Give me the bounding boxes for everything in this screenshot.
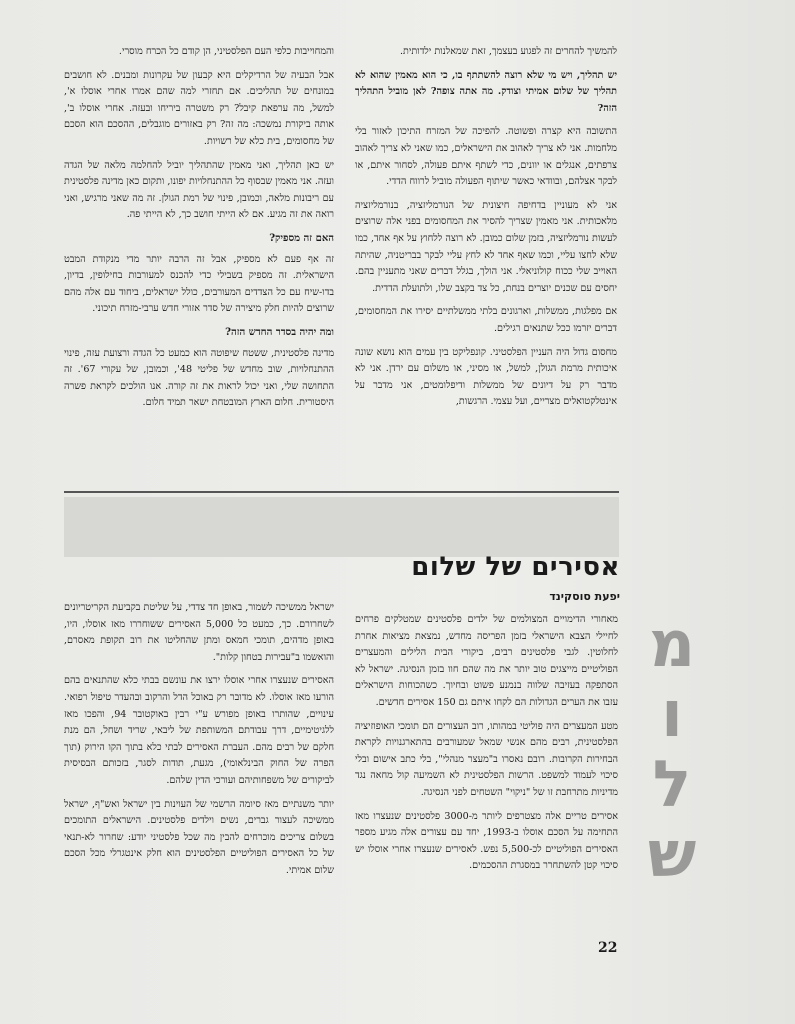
bottom-right-column bbox=[355, 612, 618, 912]
paragraph: יש כאן תהליך, ואני מאמין שהתהליך יוביל להחלמה מלאה של הגדה ועזה. אני מאמין שבסוף כל ההתנחלויות יפונו, ותקום כאן מדינה פלסטינית עם ריבונות מלאה, וכמובן, פינוי של רמת הגולן. זה מה שאני מרגיש, ואני רואה את זה מגיע. אם לא הייתי חושב כך, לא הייתי פה. bbox=[64, 159, 334, 221]
paragraph: אבל הבעיה של הרדיקלים היא קבעון של עקרונות ומבנים. לא חושבים במונחים של תהליכים. אם תחזרי למה שהם אמרו אחרי אוסלו א', למשל, מה ערפאת קיבל? רק משטרה ביריחו ובעזה. אחרי אוסלו ב', אותה ביקורת נמשכה: מה זה? רק באזורים מוגבלים, ההסכם הוא הסכם של מחסומים, בית כלא של רשויות. bbox=[64, 69, 334, 147]
paragraph: מדינה פלסטינית, ששטח שיפוטה הוא כמעט כל הגדה ורצועת עזה, פינוי ההתנחלויות, שוב מחדש של פליטי 48', וכמובן, של עקורי 67'. זה התחושה שלי, ואני יכול לראות את זה קורה. אנו הולכים לקראת פשרה היסטורית. חלום הארץ המובטחת ישאר תמיד חלום. bbox=[64, 347, 334, 409]
subheading: ומה יהיה בסדר החדש הזה? bbox=[225, 326, 334, 338]
interview-question: יש תהליך, ויש מי שלא רוצה להשתתף בו, כי הוא מאמין שהוא לא תהליך של שלום אמיתי וצודק. מה אתה צופה? לאן מוביל התהליך הזה? bbox=[355, 69, 617, 114]
paragraph: אסירים טריים אלה מצטרפים ליותר מ-3000 פלסטינים שנעצרו מאז התחימה על הסכם אוסלו ב-1993, יחד עם עצורים אלה מגיע מספר האסירים הפוליטיים לכ-5,500 נפש. לאסירים שנעצרו אחרי אוסלו יש סיכוי קטן להשתחרר במסגרת ההסכמים. bbox=[355, 810, 619, 872]
paragraph: ישראל ממשיכה לשמור, באופן חד צדדי, על שליטת בקביעת הקריטריונים לשחרורם. כך, כמעט כל 5,000 האסירים ששוחררו מאז אוסלו, היו, באופן מדהים, תומכי חמאס ומתן שהחליטו את רוב תקופת מאסרם, והואשמו ב"עבירות בטחון קלות". bbox=[64, 602, 334, 663]
top-left-column bbox=[64, 44, 334, 494]
paragraph: יותר משנתיים מאז סיומה הרשמי של העוינות בין ישראל ואש"ף, ישראל ממשיכה לעצור גברים, נשים וילדים פלסטינים. הישראלים התומכים בשלום צריכים מוכרחים להבין מה שכל פלסטיני יודע: שחרור לא-תנאי של כל האסירים הפוליטיים הפלסטינים הוא חלק אינטגרלי מכל הסכם שלום אמיתי. bbox=[64, 798, 334, 876]
article-author: יפעת סוסקינד bbox=[549, 590, 620, 603]
side-letter: ו bbox=[661, 678, 683, 752]
faint-watermark bbox=[640, 40, 720, 460]
bottom-left-column bbox=[64, 600, 334, 920]
page-number: 22 bbox=[598, 940, 618, 956]
article-title: אסירים של שלום bbox=[411, 552, 620, 582]
paragraph: מאחורי הדימויים המצולמים של ילדים פלסטינים שמטלקים פרחים לחיילי הצבא הישראלי בזמן הפריסה מחדש, נמצאת מציאות אחרת לחלוטין. לגבי פלסטינים רבים, ביקורי הבית הלילים והמעצרים הפוליטיים מייצגים טוב יותר את מה שהם חוו בזמן הנסיגה. ישראל לא הסתפקה בעזיבה שלווה בנמנע פשוט ובחיוך. כשהכוחות הישראלים עזבו את הערים הגדולות הם לקחו איתם גם 150 אסירים חדשים. bbox=[355, 614, 618, 708]
paragraph: התשובה היא קצרה ופשוטה. להפיכה של המזרח התיכון לאזור בלי מלחמות. אני לא צריך לאהוב את הישראלים, כמו שאני לא צריך לאהוב צרפתים, אנגלים או יוונים, כדי לשתף איתם פעולה, לסחור איתם, או לבקר אצלהם, ובוודאי כאשר שיתוף הפעולה מוביל לרווח הדדי. bbox=[355, 126, 617, 188]
paragraph: מחסום גדול היה העניין הפלסטיני. קונפליקט בין עמים הוא נושא שונה איכותית מרמת הגולן, למשל, או מסיני, או משלום עם ירדן. אני לא מדבר רק על דיונים של ממשלות ודיפלומטים, אני מדבר על אינטלקטואלים מצריים, ועל עצמי. הרגשות, bbox=[355, 346, 617, 408]
paragraph: אם מפלגות, ממשלות, וארגונים בלתי ממשלתיים יסירו את המחסומים, דברים יזרמו ככל שתנאים רגילים. bbox=[355, 306, 617, 334]
paragraph: והמחוייבות כלפי העם הפלסטיני, הן קודם כל הכרח מוסרי. bbox=[118, 46, 334, 57]
paragraph: האסירים שנעצרו אחרי אוסלו ירצו את עונשם בבתי כלא שהתנאים בהם הורעו מאז אוסלו. לא מדובר רק באוכל הדל והרקוב ובהעדר טיפול רפואי. עינויים, שהותרו באופן מפורש ע"י רבין באוקטובר 94, והפכו מאז ללגיטימיים, דרך עבודתם המשותפת של ליבאי, שריד ושחל, הם מנת חלקם של רבים מהם. העברת האסירים לבתי כלא בתוך הקו הירוק (תוך הפרה של החוק הבינלאומי), מגעת, תודות לסגר, בזכותם הבסיסית לביקורים של משפחותיהם ועורכי הדין שלהם. bbox=[64, 675, 334, 786]
side-decorative-word bbox=[632, 610, 712, 890]
paragraph: להמשיך להחרים זה לפגוע בעצמך, זאת שמאלנות ילדותית. bbox=[399, 46, 617, 57]
top-right-column bbox=[355, 44, 617, 494]
paragraph: אני לא מעוניין בדחיפה חיצונית של הנורמליזציה, בנורמליזציה מלאכותית. אני מאמין שצריך להסיר את המחסומים בפני אלה שרוצים לעשות נורמליזציה, בזמן שלום כמובן. לא רוצה ללחוץ על אף אחד, כמו שלא לחצו עליי, וכמו שאף אחד לא לחץ עליי לבקר בבריטניה, שהיתה האוייב שלי ככוח קולוניאלי. אני הולך, בגלל דברים שאני מתעניין בהם. יחסים עם שכנים יוצרים בנחת, כל צד בקצב שלו, ולתועלת הדדית. bbox=[355, 199, 617, 294]
side-letter: ל bbox=[652, 748, 692, 822]
paragraph: זה אף פעם לא מספיק, אבל זה הרבה יותר מדי מנקודת המבט הישראלית. זה מספיק בשבילי כדי להכנס למעורבות בחילופין, בדיון, בדו-שיח עם כל הצדדים המעורבים, כולל ישראלים, ביחוד עם אלה מהם שרוצים להיות חלק מיצירה של סדר אזורי חדש ערבי-מזרח תיכוני. bbox=[64, 253, 334, 315]
gray-band bbox=[64, 497, 619, 557]
paragraph: מטע המעצרים היה פוליטי במהותו, רוב העצורים הם תומכי האופוזיציה הפלסטינית, רבים מהם אנשי שמאל שמעורבים בהתארגנויות לקראת הבחירות הקרובות. רובם נאסרו ב"מעצר מנהלי", בלי כתב אישום ובלי סיכוי לעמוד למשפט. הרשות הפלסטינית לא השמיעה קול מחאה נגד מדיניות מתרחבת זו של "ניקוי" השטחים לפני הנסיגה. bbox=[355, 720, 618, 798]
subheading: האם זה מספיק? bbox=[269, 232, 334, 244]
side-letter: ש bbox=[647, 818, 697, 892]
side-letter: מ bbox=[648, 608, 696, 682]
